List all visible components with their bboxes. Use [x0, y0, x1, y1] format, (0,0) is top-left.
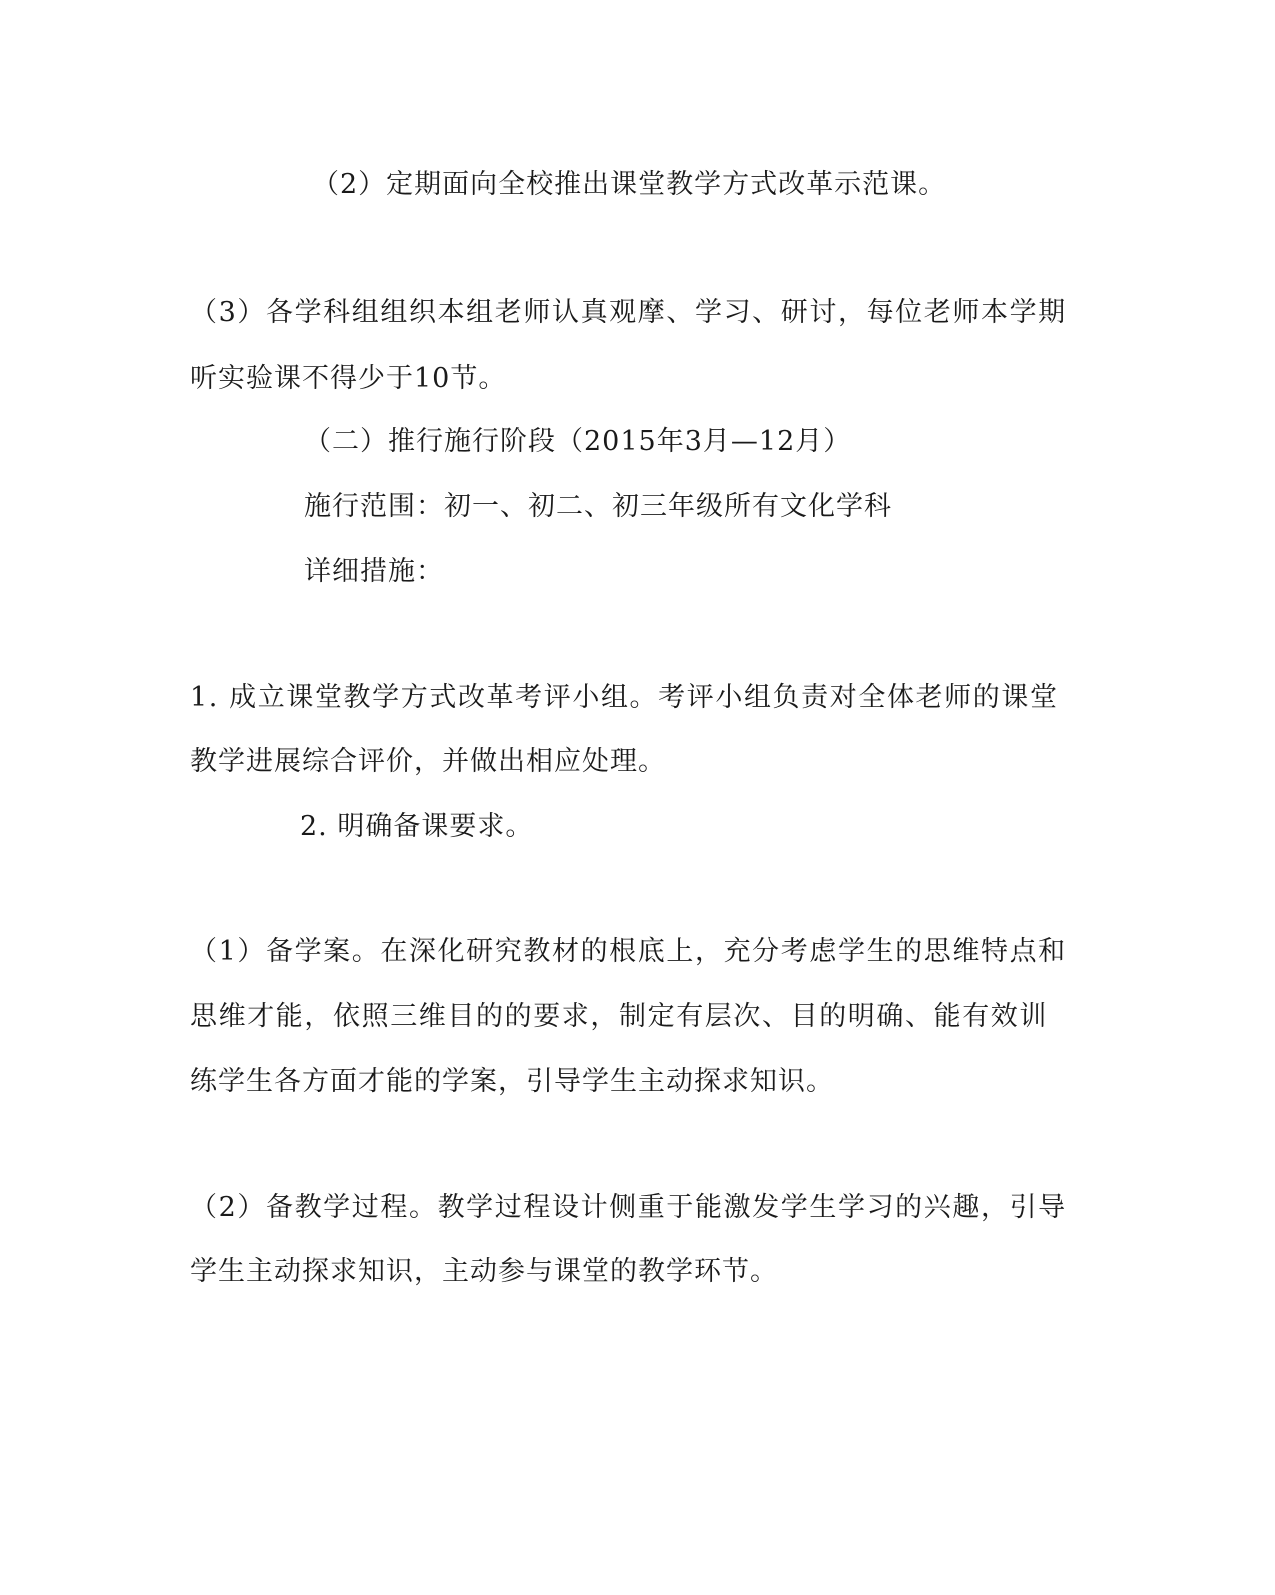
text-line: 听实验课不得少于10节。 — [190, 363, 507, 394]
text-line: 施行范围：初一、初二、初三年级所有文化学科 — [304, 491, 892, 522]
text-line: 练学生各方面才能的学案，引导学生主动探求知识。 — [190, 1066, 834, 1097]
text-line: 学生主动探求知识，主动参与课堂的教学环节。 — [190, 1256, 778, 1287]
text-line: （2）备教学过程。教学过程设计侧重于能激发学生学习的兴趣，引导 — [190, 1192, 1067, 1223]
text-line: （2）定期面向全校推出课堂教学方式改革示范课。 — [312, 169, 947, 200]
text-line: 思维才能，依照三维目的的要求，制定有层次、目的明确、能有效训 — [190, 1001, 1048, 1032]
text-line: 教学进展综合评价，并做出相应处理。 — [190, 746, 666, 777]
section-heading: （二）推行施行阶段（2015年3月—12月） — [304, 426, 852, 457]
text-line: 2. 明确备课要求。 — [300, 811, 534, 842]
text-line: 详细措施： — [304, 556, 444, 587]
text-line: 1. 成立课堂教学方式改革考评小组。考评小组负责对全体老师的课堂 — [190, 682, 1059, 713]
text-line: （1）备学案。在深化研究教材的根底上，充分考虑学生的思维特点和 — [190, 936, 1067, 967]
text-line: （3）各学科组组织本组老师认真观摩、学习、研讨，每位老师本学期 — [190, 297, 1067, 328]
